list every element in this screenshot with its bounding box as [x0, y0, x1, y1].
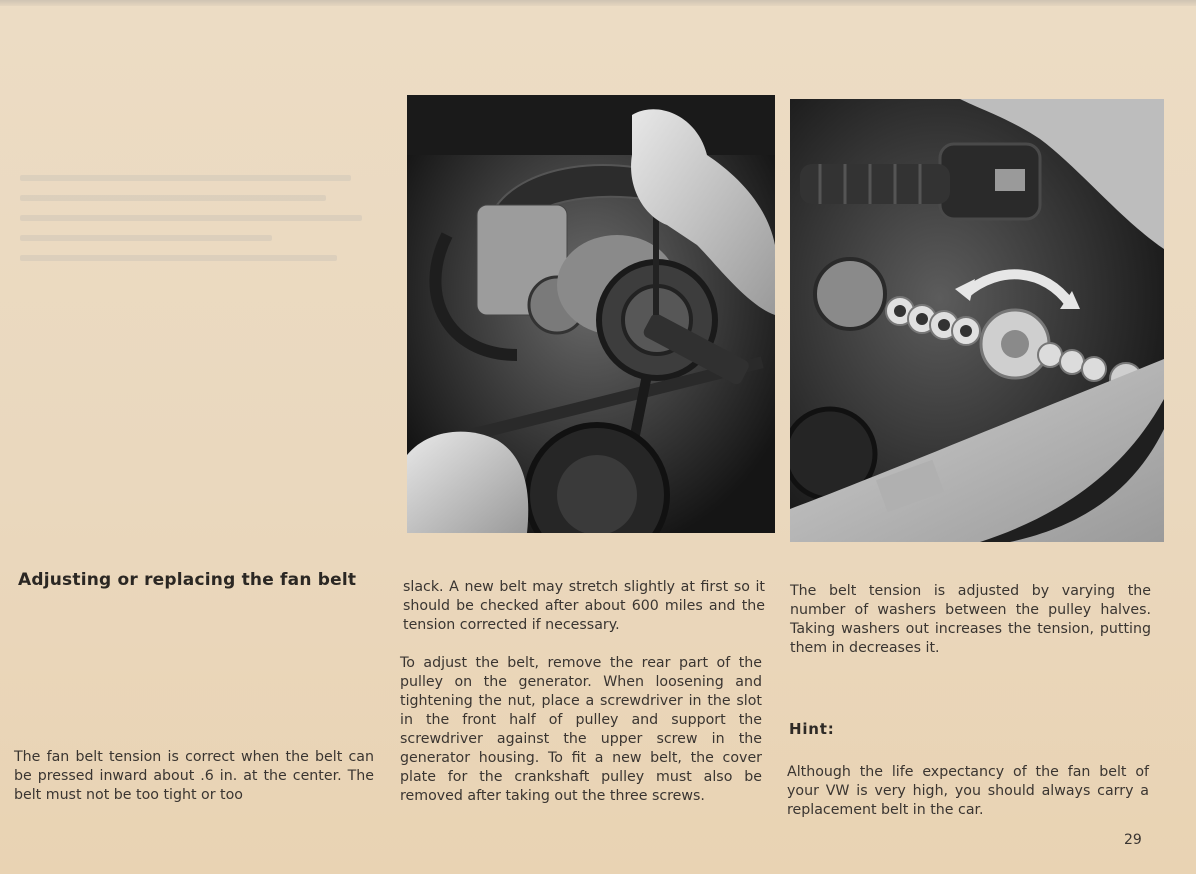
column-3-text-top — [790, 582, 1151, 658]
column-2-text-bottom — [400, 654, 762, 806]
paragraph-adjust-belt-steps: To adjust the belt, remove the rear part of the pulley on the generator. When loosening and tightening the nut, place a screwdriver in the slot in the front half of pulley and support the screwdriver against the upper screw in the generator housing. To fit a new belt, the cover plate for the crankshaft pulley must also be removed after taking out the three screws. — [400, 655, 762, 804]
paragraph-belt-tension-check: The fan belt tension is correct when the belt can be pressed inward about .6 in. at the center. The belt must not be too tight or too — [14, 749, 374, 803]
paragraph-washer-tension: The belt tension is adjusted by varying the number of washers between the pulley halves. Taking washers out increases the tension, putting them in decreases it. — [790, 583, 1151, 656]
page-top-edge — [0, 0, 1196, 6]
show-through-text — [20, 175, 380, 295]
column-3-text-bottom — [787, 763, 1149, 820]
section-heading: Adjusting or replacing the fan belt — [18, 570, 357, 590]
column-2-text-top — [403, 578, 765, 635]
engine-photo-screwdriver-wrench — [407, 95, 775, 533]
page-number: 29 — [1124, 832, 1142, 848]
paragraph-new-belt-stretch: slack. A new belt may stretch slightly at first so it should be checked after about 600 miles and the tension corrected if necessary. — [403, 579, 765, 633]
paragraph-hint-replacement-belt: Although the life expectancy of the fan belt of your VW is very high, you should always carry a replacement belt in the car. — [787, 764, 1149, 818]
column-1-text — [14, 748, 374, 805]
hint-heading: Hint: — [789, 720, 835, 738]
engine-photo-pulley-washers — [790, 99, 1164, 542]
